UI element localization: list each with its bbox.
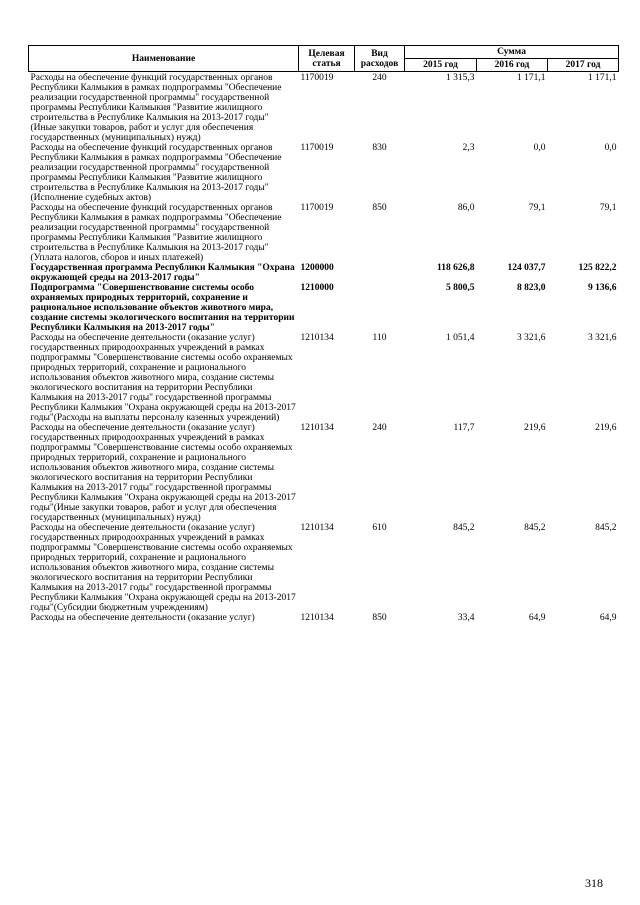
table-body — [29, 72, 619, 624]
cell-2017: 845,2 — [595, 523, 617, 533]
cell-2015: 33,4 — [457, 613, 475, 623]
page-number: 318 — [585, 876, 603, 890]
cell-2016: 64,9 — [528, 613, 546, 623]
cell-name: Расходы на обеспечение деятельности (оказание услуг) государственных природоохранных учреждений в рамках подпрограммы "Совершенствование системы особо охраняемых природных территорий, сохранение и рационального использования объектов животного мира, создание системы экологического воспитания на территории Республики Калмыкия на 2013-2017 годы" государственной программы Республики Калмыкия "Охрана окружающей среды на 2013-2017 годы"(Субсидии бюджетным учреждениям) — [30, 523, 296, 613]
header-2016: 2016 год — [477, 59, 548, 72]
cell-name: Расходы на обеспечение функций государственных органов Республики Калмыкия в рамках подпрограммы "Обеспечение реализации государственной программы" государственной программы Республики Калмыкия "Развитие жилищного строительства в Республике Калмыкия на 2013-2017 годы" (Исполнение судебных актов) — [30, 143, 282, 203]
cell-2015: 5 800,5 — [446, 283, 475, 293]
header-code: Целевая статья — [299, 46, 355, 72]
cell-2017: 9 136,6 — [588, 283, 617, 293]
cell-2017: 219,6 — [595, 423, 617, 433]
cell-2015: 2,3 — [462, 143, 475, 153]
header-sum: Сумма — [405, 46, 619, 59]
cell-2017: 0,0 — [604, 143, 617, 153]
table-row — [29, 613, 619, 623]
table-row — [29, 523, 619, 613]
cell-2015: 117,7 — [453, 423, 475, 433]
cell-name: Расходы на обеспечение функций государственных органов Республики Калмыкия в рамках подпрограммы "Обеспечение реализации государственной программы" государственной программы Республики Калмыкия "Развитие жилищного строительства в Республике Калмыкия на 2013-2017 годы" (Уплата налогов, сборов и иных платежей) — [30, 203, 282, 263]
cell-vid: 610 — [372, 523, 387, 533]
cell-vid — [355, 283, 405, 333]
table-row — [29, 203, 619, 263]
table-row — [29, 333, 619, 423]
cell-vid: 110 — [372, 333, 387, 343]
cell-vid: 240 — [372, 73, 387, 83]
cell-code: 1210134 — [300, 613, 334, 623]
table-row — [29, 72, 619, 144]
table-header — [29, 46, 619, 72]
table-row — [29, 423, 619, 523]
cell-2017: 79,1 — [599, 203, 617, 213]
cell-code: 1210134 — [300, 333, 334, 343]
cell-2017: 125 822,2 — [578, 263, 617, 273]
cell-vid: 850 — [372, 613, 387, 623]
cell-2015: 845,2 — [453, 523, 475, 533]
cell-code: 1210000 — [300, 283, 334, 293]
table-row — [29, 283, 619, 333]
cell-vid: 240 — [372, 423, 387, 433]
header-vid: Вид расходов — [355, 46, 405, 72]
header-2017: 2017 год — [548, 59, 619, 72]
cell-code: 1170019 — [300, 203, 334, 213]
cell-name: Расходы на обеспечение деятельности (оказание услуг) государственных природоохранных учреждений в рамках подпрограммы "Совершенствование системы особо охраняемых природных территорий, сохранение и рационального использования объектов животного мира, создание системы экологического воспитания на территории Республики Калмыкия на 2013-2017 годы" государственной программы Республики Калмыкия "Охрана окружающей среды на 2013-2017 годы"(Иные закупки товаров, работ и услуг для обеспечения государственных (муниципальных) нужд) — [30, 423, 296, 523]
cell-code: 1170019 — [300, 143, 334, 153]
cell-2016: 3 321,6 — [517, 333, 546, 343]
cell-code: 1210134 — [300, 523, 334, 533]
cell-name: Подпрограмма "Совершенствование системы особо охраняемых природных территорий, сохранение и рациональное использование объектов животного мира, создание системы экологического воспитания на территории Республики Калмыкия на 2013-2017 годы" — [30, 283, 295, 333]
cell-name: Расходы на обеспечение деятельности (оказание услуг) государственных природоохранных учреждений в рамках подпрограммы "Совершенствование системы особо охраняемых природных территорий, сохранение и рационального использования объектов животного мира, создание системы экологического воспитания на территории Республики Калмыкия на 2013-2017 годы" государственной программы Республики Калмыкия "Охрана окружающей среды на 2013-2017 годы"(Расходы на выплаты персоналу казенных учреждений) — [30, 333, 296, 423]
cell-2017: 64,9 — [599, 613, 617, 623]
cell-2016: 79,1 — [528, 203, 546, 213]
cell-2015: 1 315,3 — [446, 73, 475, 83]
cell-vid — [355, 263, 405, 283]
cell-code: 1170019 — [300, 73, 334, 83]
cell-name: Расходы на обеспечение функций государственных органов Республики Калмыкия в рамках подпрограммы "Обеспечение реализации государственной программы" государственной программы Республики Калмыкия "Развитие жилищного строительства в Республике Калмыкия на 2013-2017 годы" (Иные закупки товаров, работ и услуг для обеспечения государственных (муниципальных) нужд) — [30, 73, 282, 143]
cell-2016: 8 823,0 — [517, 283, 546, 293]
cell-2016: 0,0 — [533, 143, 546, 153]
cell-2016: 124 037,7 — [507, 263, 546, 273]
cell-vid: 830 — [372, 143, 387, 153]
table-row — [29, 263, 619, 283]
table-row — [29, 143, 619, 203]
cell-code: 1210134 — [300, 423, 334, 433]
cell-2015: 1 051,4 — [446, 333, 475, 343]
cell-2016: 1 171,1 — [517, 73, 546, 83]
budget-table — [28, 45, 619, 623]
cell-2015: 86,0 — [457, 203, 475, 213]
header-2015: 2015 год — [405, 59, 477, 72]
cell-2017: 3 321,6 — [588, 333, 617, 343]
cell-2015: 118 626,8 — [437, 263, 475, 273]
cell-name: Расходы на обеспечение деятельности (оказание услуг) — [30, 613, 255, 623]
cell-2016: 219,6 — [524, 423, 546, 433]
cell-2017: 1 171,1 — [588, 73, 617, 83]
cell-vid: 850 — [372, 203, 387, 213]
cell-code: 1200000 — [300, 263, 334, 273]
header-name: Наименование — [29, 46, 299, 72]
cell-2016: 845,2 — [524, 523, 546, 533]
cell-name: Государственная программа Республики Калмыкия "Охрана окружающей среды на 2013-2017 годы" — [30, 263, 295, 283]
